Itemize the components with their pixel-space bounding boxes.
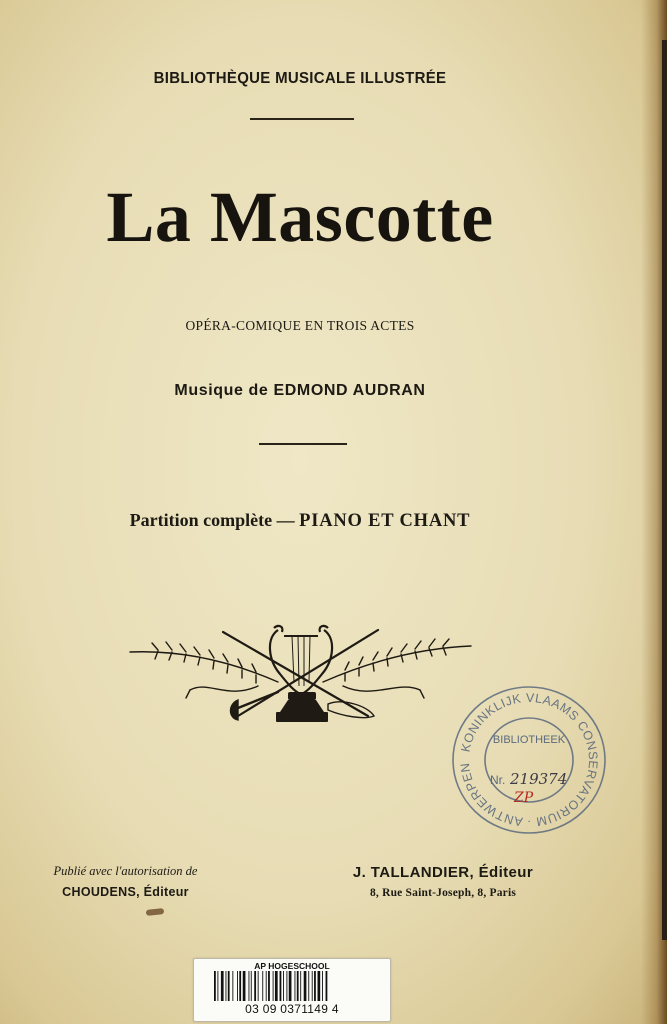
stamp-ring-text: KONINKLIJK VLAAMS CONSERVATORIUM · ANTWERPEN [457,690,601,830]
barcode-number: 03 09 0371149 4 [245,1002,339,1016]
paper-stain [146,908,165,916]
edition-prefix: Partition complète — [129,510,300,530]
divider-middle [259,443,347,445]
work-title: La Mascotte [106,177,494,257]
edition-type: PIANO ET CHANT [299,511,471,531]
publisher-name: J. TALLANDIER, Éditeur [352,864,534,881]
composer-line: Musique de EDMOND AUDRAN [174,382,426,399]
original-publisher: CHOUDENS, Éditeur [62,885,189,899]
stamp-nr-value: 219374 [510,770,568,788]
lyre-laurel-ornament-icon [128,620,473,732]
barcode-label [193,958,391,1022]
stamp-handwritten-mark: ZP [514,790,534,806]
binding-edge [662,40,667,940]
authorization-line: Publié avec l'autorisation de [53,864,198,878]
barcode-icon [212,971,372,1001]
publisher-block [318,864,568,899]
divider-top [250,118,354,120]
barcode-institution: AP HOGESCHOOL [254,961,330,971]
edition-line [0,510,600,532]
authorization-notice [28,864,223,899]
publisher-address: 8, Rue Saint-Joseph, 8, Paris [369,887,517,899]
svg-text:KONINKLIJK VLAAMS CONSERVATORI [458,691,600,829]
series-title: BIBLIOTHÈQUE MUSICALE ILLUSTRÉE [153,69,447,88]
library-stamp-icon [450,684,608,836]
stamp-nr-prefix: Nr. [490,773,506,787]
stamp-center-label: BIBLIOTHEEK [492,734,566,746]
genre-subtitle: OPÉRA-COMIQUE EN TROIS ACTES [185,318,415,333]
